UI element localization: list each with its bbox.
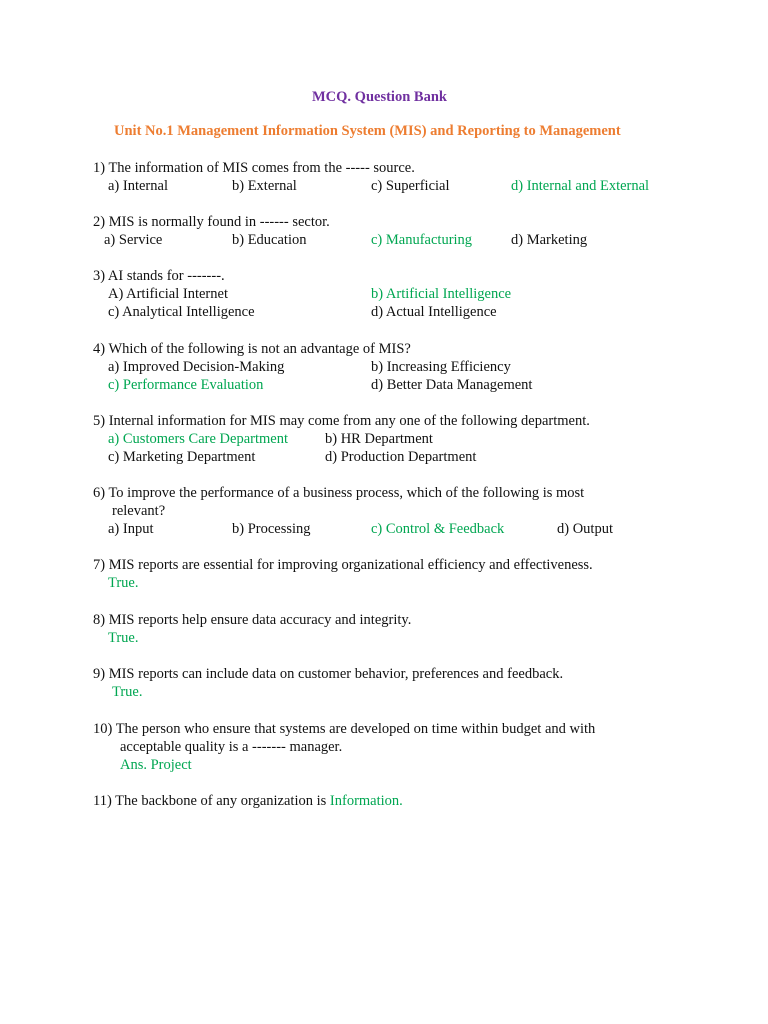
question-5: 5) Internal information for MIS may come from any one of the following department. xyxy=(93,413,590,429)
q6-option-a: a) Input xyxy=(108,521,154,537)
q5-option-a-answer: a) Customers Care Department xyxy=(108,431,288,447)
question-7: 7) MIS reports are essential for improving organizational efficiency and effectiveness. xyxy=(93,557,593,573)
q8-answer: True. xyxy=(108,630,139,646)
q1-option-c: c) Superficial xyxy=(371,178,450,194)
q4-option-b: b) Increasing Efficiency xyxy=(371,359,511,375)
q4-option-d: d) Better Data Management xyxy=(371,377,533,393)
q3-option-d: d) Actual Intelligence xyxy=(371,304,497,320)
q5-option-b: b) HR Department xyxy=(325,431,433,447)
q2-option-c-answer: c) Manufacturing xyxy=(371,232,473,248)
q3-option-b-answer: b) Artificial Intelligence xyxy=(371,286,512,302)
q6-option-c-answer: c) Control & Feedback xyxy=(371,521,505,537)
q4-option-a: a) Improved Decision-Making xyxy=(108,359,285,375)
question-9: 9) MIS reports can include data on customer behavior, preferences and feedback. xyxy=(93,666,564,682)
q2-option-b: b) Education xyxy=(232,232,307,248)
q11-answer: Information. xyxy=(329,793,403,809)
question-8: 8) MIS reports help ensure data accuracy and integrity. xyxy=(93,612,412,628)
question-3: 3) AI stands for -------. xyxy=(93,268,225,284)
question-11 xyxy=(93,792,403,810)
q2-option-a: a) Service xyxy=(104,232,163,248)
question-2: 2) MIS is normally found in ------ sector. xyxy=(93,214,330,230)
question-6-continued: relevant? xyxy=(112,503,166,519)
question-11-text: 11) The backbone of any organization is xyxy=(93,793,330,809)
q5-option-c: c) Marketing Department xyxy=(108,449,256,465)
q2-option-d: d) Marketing xyxy=(511,232,588,248)
q1-option-d-answer: d) Internal and External xyxy=(511,178,650,194)
page-title: MCQ. Question Bank xyxy=(312,89,447,105)
q1-option-b: b) External xyxy=(232,178,297,194)
q4-option-c-answer: c) Performance Evaluation xyxy=(108,377,264,393)
question-10: 10) The person who ensure that systems are developed on time within budget and with xyxy=(93,721,596,737)
q6-option-b: b) Processing xyxy=(232,521,311,537)
question-10-continued: acceptable quality is a ------- manager. xyxy=(120,739,343,755)
question-1: 1) The information of MIS comes from the ----- source. xyxy=(93,160,415,176)
q3-option-a: A) Artificial Internet xyxy=(108,286,228,302)
question-4: 4) Which of the following is not an advantage of MIS? xyxy=(93,341,411,357)
q5-option-d: d) Production Department xyxy=(325,449,477,465)
question-6: 6) To improve the performance of a business process, which of the following is most xyxy=(93,485,585,501)
q7-answer: True. xyxy=(108,575,139,591)
page-subtitle: Unit No.1 Management Information System (MIS) and Reporting to Management xyxy=(114,123,621,139)
q1-option-a: a) Internal xyxy=(108,178,168,194)
q3-option-c: c) Analytical Intelligence xyxy=(108,304,255,320)
q10-answer: Ans. Project xyxy=(120,757,192,773)
q6-option-d: d) Output xyxy=(557,521,613,537)
q9-answer: True. xyxy=(112,684,143,700)
